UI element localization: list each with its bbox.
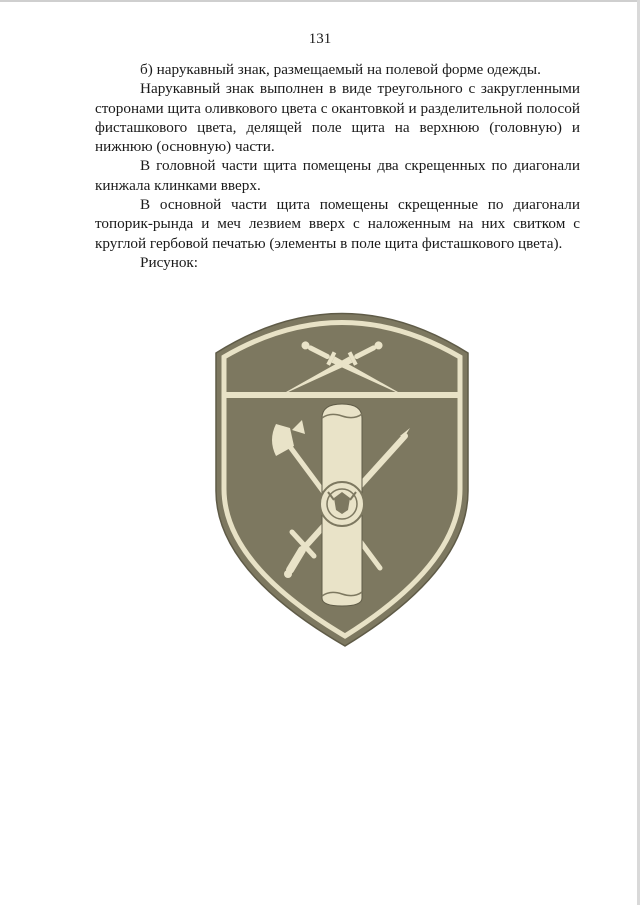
sleeve-patch-emblem xyxy=(210,306,474,648)
seal-icon xyxy=(320,482,364,526)
paragraph-item-b: б) нарукавный знак, размещаемый на полевой форме одежды. xyxy=(140,61,541,78)
paragraph-description: Нарукавный знак выполнен в виде треугольного с закругленными сторонами щита оливкового цвета с окантовкой и разделительной полосой фисташкового цвета, делящей поле щита на верхнюю (головную) и нижнюю (основную) части. xyxy=(95,80,580,156)
divider-band xyxy=(224,392,460,398)
document-body xyxy=(95,60,580,272)
figure-caption: Рисунок: xyxy=(140,253,199,271)
scan-edge-top xyxy=(0,0,640,2)
paragraph-head-part: В головной части щита помещены два скрещенных по диагонали кинжала клинками вверх. xyxy=(95,157,580,194)
paragraph-main-part: В основной части щита помещены скрещенные по диагонали топорик-рында и меч лезвием вверх с наложенным на них свитком с круглой гербовой печатью (элементы в поле щита фисташкового цвета). xyxy=(95,196,580,252)
page-number: 131 xyxy=(308,31,332,47)
